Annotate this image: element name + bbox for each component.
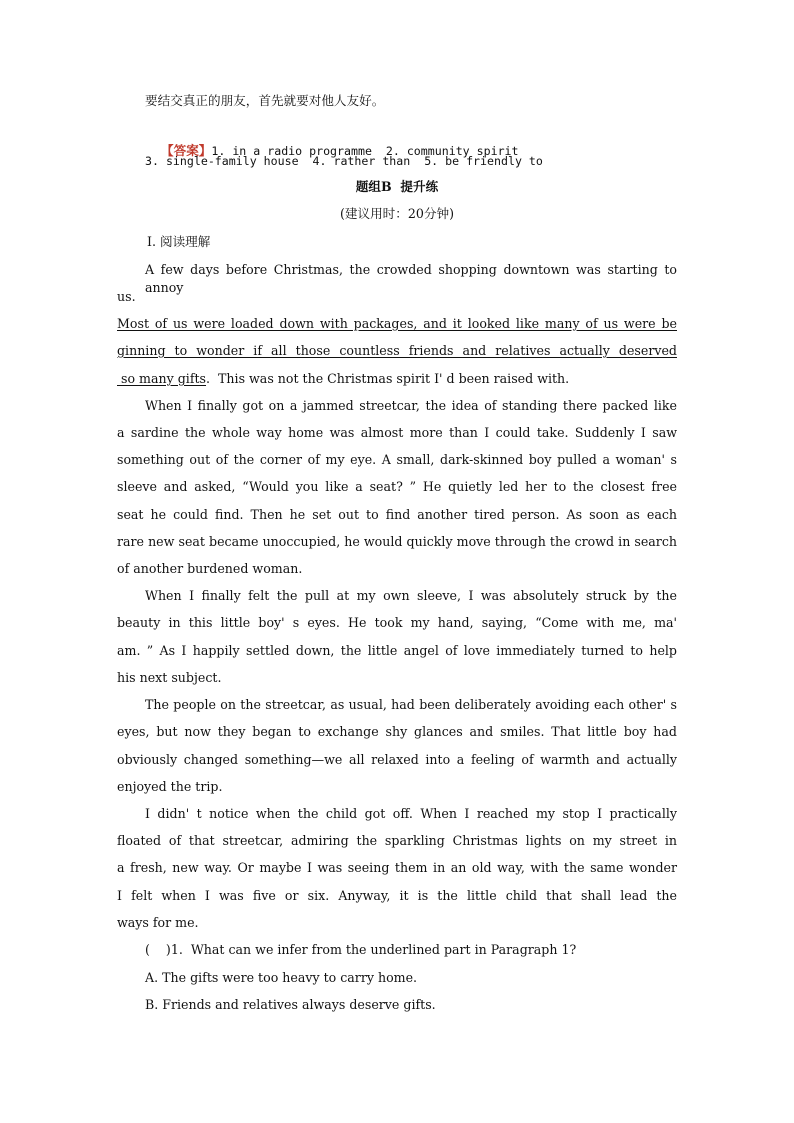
underlined-text: Most of us were loaded down with packages, and it looked like many of us were be — [117, 316, 677, 331]
p2-line: something out of the corner of my eye. A small, dark-skinned boy pulled a woman' s — [117, 452, 677, 467]
p3-line: beauty in this little boy' s eyes. He took my hand, saying, “Come with me, ma' — [117, 615, 677, 630]
answer-translation-line: 要结交真正的朋友，首先就要对他人友好。 — [145, 93, 385, 108]
p2-line: When I finally got on a jammed streetcar, the idea of standing there packed like — [145, 398, 677, 413]
p5-line: I felt when I was five or six. Anyway, it is the little child that shall lead the — [117, 888, 677, 903]
time-note: (建议用时：20分钟) — [339, 206, 454, 221]
answer-line-2: 3. single-family house 4. rather than 5. be friendly to — [145, 154, 543, 168]
p2-line: of another burdened woman. — [117, 561, 303, 576]
p2-line: rare new seat became unoccupied, he would quickly move through the crowd in search — [117, 534, 677, 549]
answer-items-1: 1. in a radio programme 2. community spirit — [211, 144, 519, 158]
p2-line: sleeve and asked, “Would you like a seat? ” He quietly led her to the closest free — [117, 479, 677, 494]
p1-line-5 — [117, 370, 677, 388]
p4-line: eyes, but now they began to exchange shy glances and smiles. That little boy had — [117, 724, 677, 739]
p1-line-1: A few days before Christmas, the crowded shopping downtown was starting to annoy — [145, 262, 677, 295]
question-1-option-a: A. The gifts were too heavy to carry home. — [145, 970, 418, 985]
p5-line: a fresh, new way. Or maybe I was seeing them in an old way, with the same wonder — [117, 860, 677, 875]
p3-line: When I finally felt the pull at my own sleeve, I was absolutely struck by the — [145, 588, 677, 603]
p1-line-2: us. — [117, 289, 136, 304]
underlined-text: so many gifts — [117, 371, 207, 386]
p3-line: his next subject. — [117, 670, 222, 685]
p4-line: enjoyed the trip. — [117, 779, 223, 794]
p1-underlined-line-2 — [117, 342, 677, 360]
answer-label: 【答案】 — [161, 143, 212, 158]
p5-line: floated of that streetcar, admiring the sparkling Christmas lights on my street in — [117, 833, 677, 848]
p1-line-5-rest: . This was not the Christmas spirit I' d been raised with. — [206, 371, 570, 386]
p5-line: ways for me. — [117, 915, 199, 930]
p4-line: The people on the streetcar, as usual, had been deliberately avoiding each other' s — [145, 697, 677, 712]
question-1-stem: ( )1. What can we infer from the underlined part in Paragraph 1? — [145, 942, 577, 957]
part-heading: Ⅰ. 阅读理解 — [147, 234, 211, 249]
p1-underlined-line-1 — [117, 315, 677, 333]
p4-line: obviously changed something—we all relaxed into a feeling of warmth and actually — [117, 752, 677, 767]
p5-line: I didn' t notice when the child got off. When I reached my stop I practically — [145, 806, 677, 821]
underlined-text: ginning to wonder if all those countless friends and relatives actually deserved — [117, 343, 677, 358]
question-1-option-b: B. Friends and relatives always deserve gifts. — [145, 997, 436, 1012]
p3-line: am. ” As I happily settled down, the little angel of love immediately turned to help — [117, 643, 677, 658]
section-title: 题组B 提升练 — [355, 179, 439, 194]
p2-line: seat he could find. Then he set out to find another tired person. As soon as each — [117, 507, 677, 522]
p2-line: a sardine the whole way home was almost more than I could take. Suddenly I saw — [117, 425, 677, 440]
